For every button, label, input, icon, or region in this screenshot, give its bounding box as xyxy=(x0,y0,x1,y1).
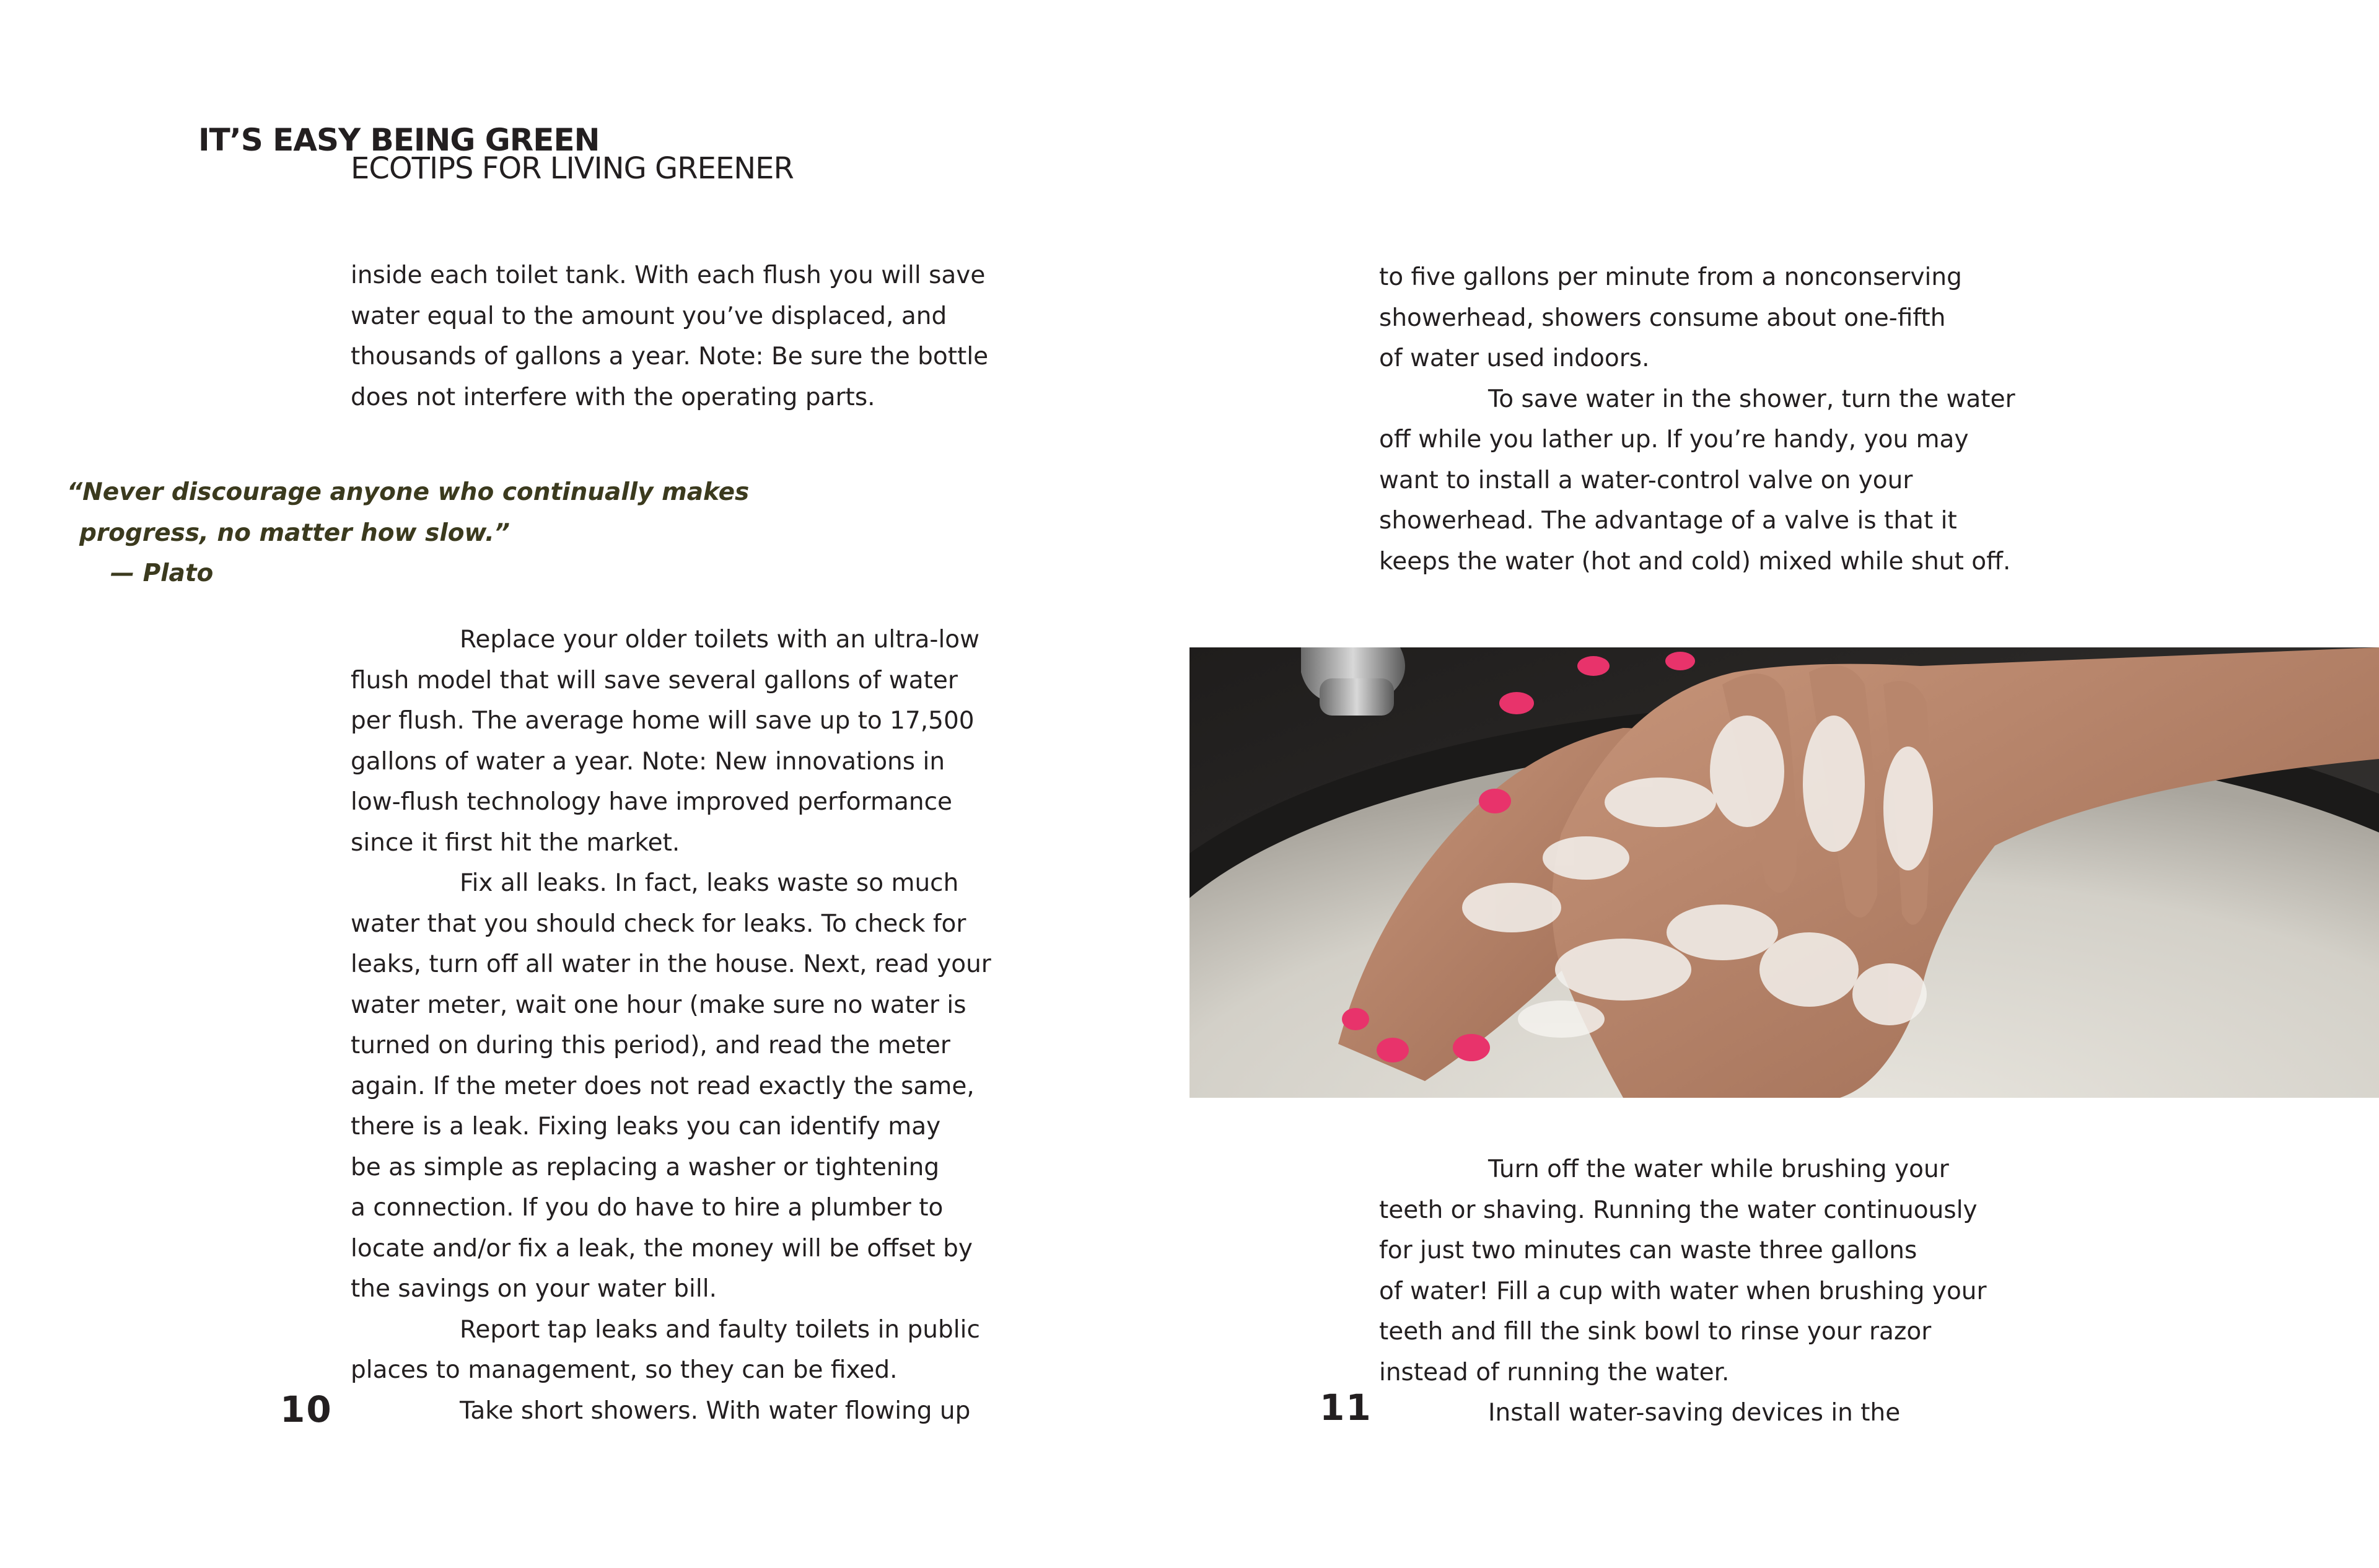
text-line: the savings on your water bill. xyxy=(351,1275,717,1303)
text-line: instead of running the water. xyxy=(1379,1358,1730,1386)
text-line: to five gallons per minute from a nonconserving xyxy=(1379,263,1962,291)
text-line: since it first hit the market. xyxy=(351,828,680,857)
text-line: off while you lather up. If you’re handy, you may xyxy=(1379,426,1969,453)
text-line: be as simple as replacing a washer or tightening xyxy=(351,1153,940,1181)
photo-illustration xyxy=(1190,647,2379,1098)
text-line: flush model that will save several gallons of water xyxy=(351,666,958,694)
text-line: showerhead. The advantage of a valve is that it xyxy=(1379,507,1957,535)
text-line: water equal to the amount you’ve displaced, and xyxy=(351,302,947,330)
text-line: Turn off the water while brushing your xyxy=(1488,1155,1949,1183)
text-line: turned on during this period), and read the meter xyxy=(351,1031,950,1059)
text-line: locate and/or fix a leak, the money will be offset by xyxy=(351,1234,973,1263)
text-line: Report tap leaks and faulty toilets in public xyxy=(460,1315,980,1344)
text-line: Fix all leaks. In fact, leaks waste so much xyxy=(460,869,959,897)
text-line: again. If the meter does not read exactly the same, xyxy=(351,1072,975,1100)
text-line: Take short showers. With water flowing up xyxy=(460,1396,971,1425)
text-line: thousands of gallons a year. Note: Be sure the bottle xyxy=(351,343,989,370)
quote-line: progress, no matter how slow.” xyxy=(79,519,510,547)
text-line: leaks, turn off all water in the house. Next, read your xyxy=(351,950,991,978)
faucet-spout xyxy=(1320,678,1394,716)
page-number: 11 xyxy=(1320,1386,1372,1429)
text-line: inside each toilet tank. With each flush you will save xyxy=(351,261,986,289)
text-line: places to management, so they can be fixed. xyxy=(351,1356,898,1384)
text-line: a connection. If you do have to hire a plumber to xyxy=(351,1194,944,1222)
text-line: per flush. The average home will save up to 17,500 xyxy=(351,707,975,735)
running-title: IT’S EASY BEING GREEN xyxy=(198,122,600,158)
quote-attribution: — Plato xyxy=(110,559,214,587)
text-line: showerhead, showers consume about one-fifth xyxy=(1379,304,1946,332)
text-line: for just two minutes can waste three gallons xyxy=(1379,1237,1917,1264)
text-line: keeps the water (hot and cold) mixed while shut off. xyxy=(1379,547,2011,576)
left-text-block-1 xyxy=(351,255,988,418)
text-line: Replace your older toilets with an ultra-low xyxy=(460,626,980,654)
text-line: gallons of water a year. Note: New innovations in xyxy=(351,747,945,776)
text-line: of water used indoors. xyxy=(1379,344,1650,372)
text-line: water meter, wait one hour (make sure no water is xyxy=(351,991,966,1019)
right-text-block-1 xyxy=(1379,257,2015,582)
right-text-block-2 xyxy=(1379,1149,1987,1434)
text-line: there is a leak. Fixing leaks you can identify may xyxy=(351,1113,941,1141)
hands-washing-photo xyxy=(1190,647,2379,1098)
text-line: Install water-saving devices in the xyxy=(1488,1399,1901,1427)
text-line: does not interfere with the operating parts. xyxy=(351,383,875,411)
text-line: teeth and fill the sink bowl to rinse your razor xyxy=(1379,1318,1932,1346)
text-line: want to install a water-control valve on your xyxy=(1379,466,1913,494)
text-line: water that you should check for leaks. To check for xyxy=(351,909,966,938)
text-line: of water! Fill a cup with water when brushing your xyxy=(1379,1277,1987,1305)
text-line: teeth or shaving. Running the water continuously xyxy=(1379,1196,1978,1224)
pull-quote xyxy=(67,472,749,594)
running-subtitle: ECOTIPS FOR LIVING GREENER xyxy=(351,151,794,186)
text-line: low-flush technology have improved performance xyxy=(351,788,953,816)
text-line: To save water in the shower, turn the water xyxy=(1488,385,2015,413)
quote-line: “Never discourage anyone who continually makes xyxy=(67,478,750,506)
page-number: 10 xyxy=(280,1388,333,1430)
left-text-block-2 xyxy=(351,620,991,1431)
